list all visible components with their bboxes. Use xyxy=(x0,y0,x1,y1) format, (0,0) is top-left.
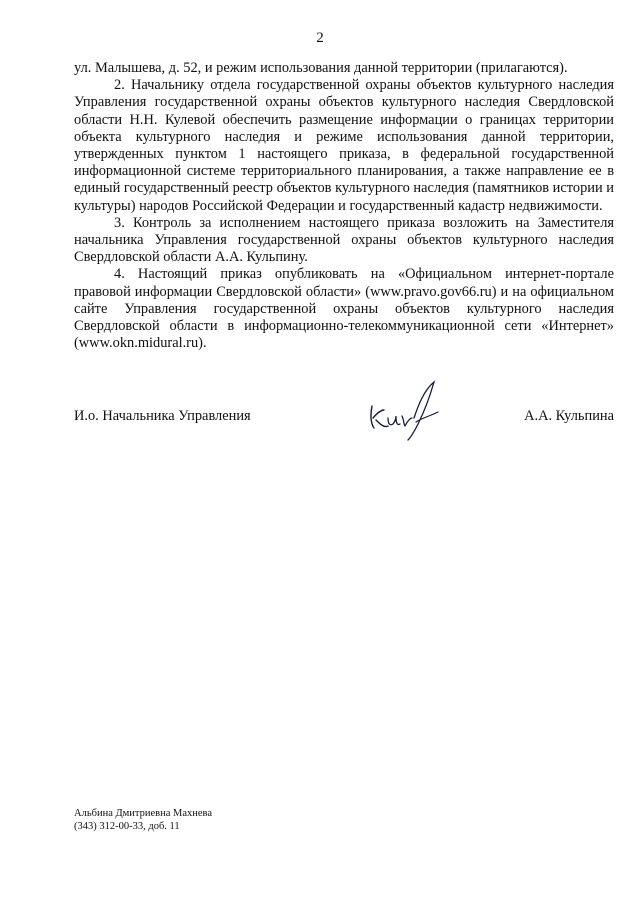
page-number: 2 xyxy=(316,30,324,46)
executor-phone: (343) 312-00-33, доб. 11 xyxy=(74,820,180,832)
executor-name: Альбина Дмитриевна Махнева xyxy=(74,808,213,819)
document-body xyxy=(74,60,614,352)
paragraph-item-2: 2. Начальнику отдела государственной охраны объектов культурного наследия Управления государственной охраны объектов культурного наследия Свердловской области Н.Н. Кулевой обеспечить размещение информации о границах территории объекта культурного наследия и режиме использования данной территории, утвержденных пунктом 1 настоящего приказа, в федеральной государственной информационной системе территориального планирования, а также направление ее в единый государственный реестр объектов культурного наследия (памятников истории и культуры) народов Российской Федерации и государственный кадастр недвижимости. xyxy=(74,77,614,214)
signatory-name: А.А. Кульпина xyxy=(524,408,614,424)
paragraph-item-3: 3. Контроль за исполнением настоящего приказа возложить на Заместителя начальника Управления государственной охраны объектов культурного наследия Свердловской области А.А. Кульпину. xyxy=(74,214,614,266)
executor-info xyxy=(74,808,212,833)
signatory-position: И.о. Начальника Управления xyxy=(74,408,251,424)
paragraph-item-4: 4. Настоящий приказ опубликовать на «Официальном интернет-портале правовой информации Свердловской области» (www.pravo.gov66.ru) и на официальном сайте Управления государственной охраны объектов культурного наследия Свердловской области в информационно-телекоммуникационной сети «Интернет» (www.okn.midural.ru). xyxy=(74,266,614,352)
handwritten-signature xyxy=(364,376,454,446)
paragraph-continuation: ул. Малышева, д. 52, и режим использования данной территории (прилагаются). xyxy=(74,60,568,76)
